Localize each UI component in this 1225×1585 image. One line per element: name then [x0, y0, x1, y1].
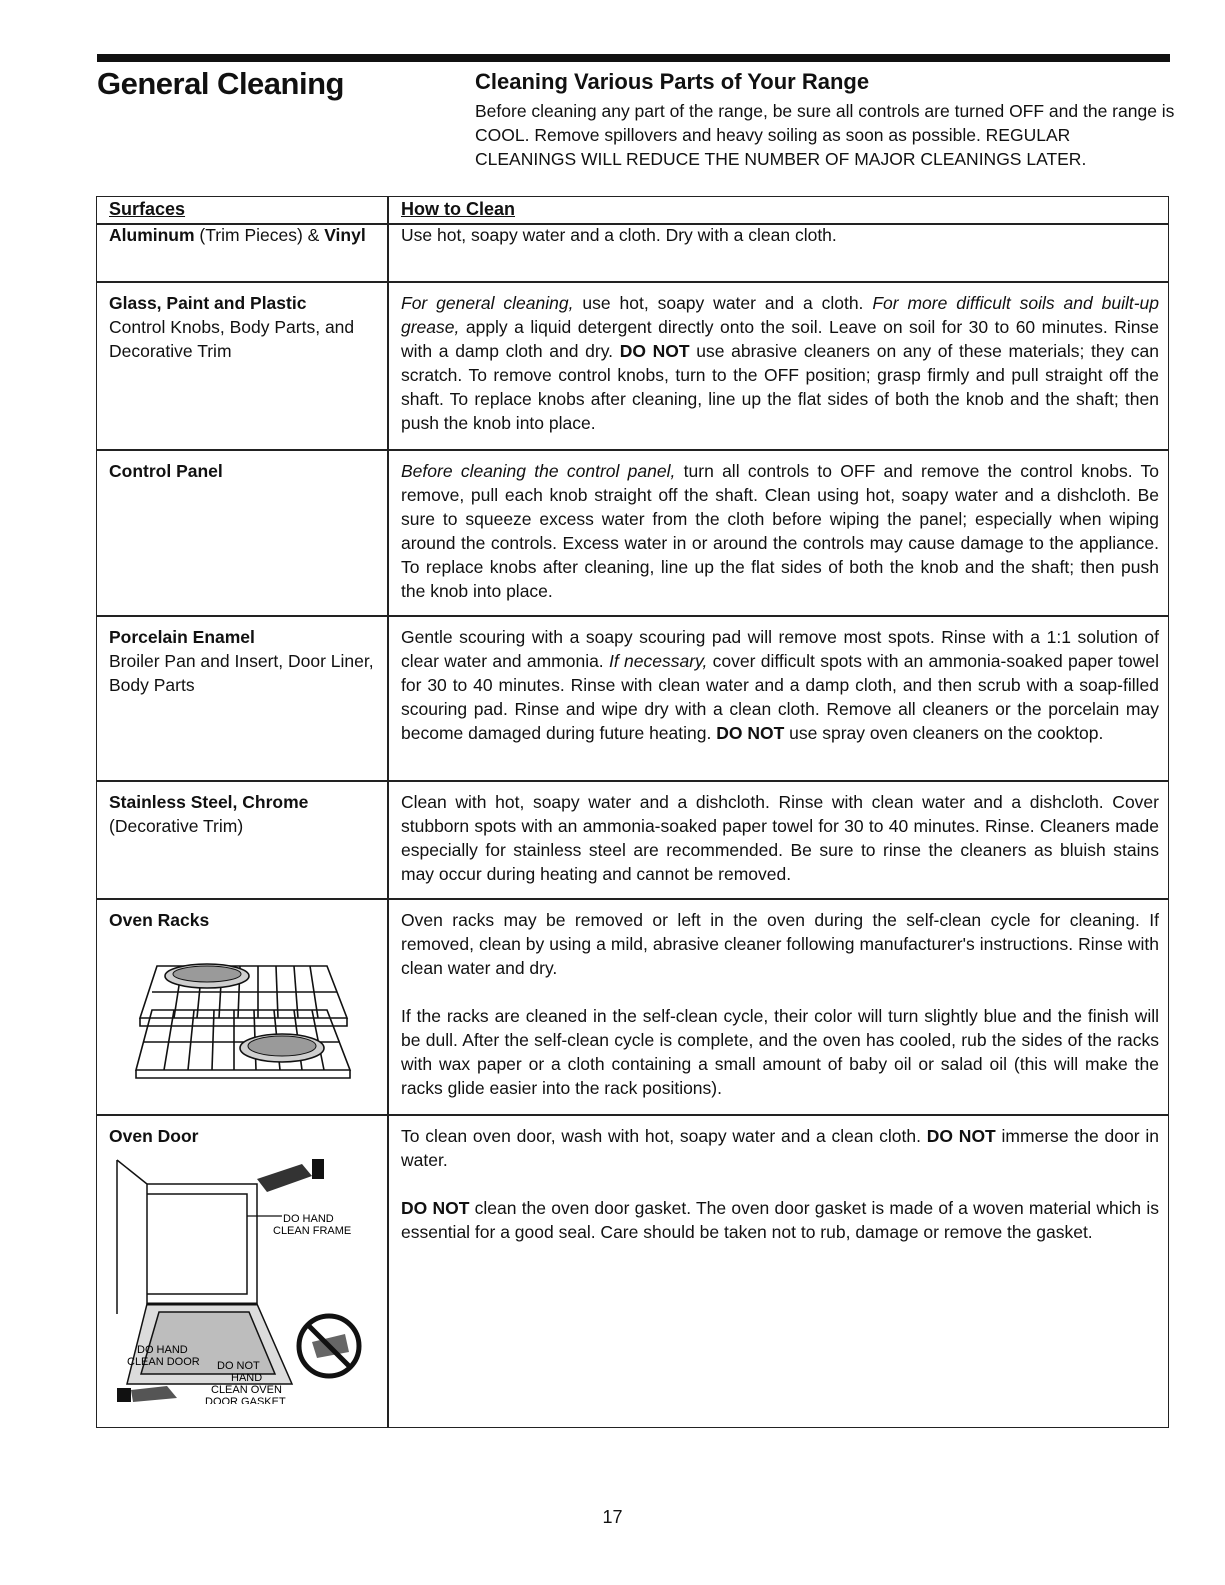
- prohibited-icon: [299, 1316, 359, 1376]
- row-divider: [97, 898, 1168, 900]
- how-cell: To clean oven door, wash with hot, soapy water and a clean cloth. DO NOT immerse the door in water. DO NOT clean the oven door gasket. The oven door gasket is made of a woven material which is essential for a good seal. Care should be taken not to rub, damage or remove the gasket.: [401, 1126, 1159, 1242]
- how-cell: Gentle scouring with a soapy scouring pad will remove most spots. Rinse with a 1:1 solution of clear water and ammonia. If necessary, cover difficult spots with an ammonia-soaked paper towel for 30 to 40 minutes. Rinse with clean water and a damp cloth, and then scrub with a soap-filled scouring pad. Rinse and wipe dry with a clean cloth. Remove all cleaners or the porcelain may become damaged during future heating. DO NOT use spray oven cleaners on the cooktop.: [401, 627, 1159, 743]
- gasket-label-2: HAND: [231, 1372, 263, 1384]
- surfaces-header: Surfaces: [109, 199, 186, 219]
- how-cell: Clean with hot, soapy water and a dishcloth. Rinse with clean water and a dishcloth. Cover stubborn spots with an ammonia-soaked paper towel for 30 to 40 minutes. Rinse. Cleaners made especially for stainless steel are recommended. Be sure to rinse the cleaners as bluish stains may occur during heating and cannot be removed.: [401, 792, 1159, 884]
- surface-cell: Oven Door: [109, 1126, 199, 1146]
- row-divider: [97, 615, 1168, 617]
- surface-cell: Stainless Steel, Chrome (Decorative Trim): [109, 792, 309, 836]
- gasket-label-3: CLEAN OVEN: [211, 1384, 282, 1396]
- top-rule: [97, 54, 1170, 62]
- row-divider: [97, 449, 1168, 451]
- row-divider: [97, 1114, 1168, 1116]
- how-cell: Before cleaning the control panel, turn all controls to OFF and remove the control knobs. To remove, pull each knob straight off the shaft. Clean using hot, soapy water and a dishcloth. Be sure to squeeze excess water from the cloth before wiping the panel; especially when wiping around the controls. Excess water in or around the controls may cause damage to the appliance. To replace knobs after cleaning, line up the flat sides of both the knob and the shaft; then push the knob into place.: [401, 461, 1160, 601]
- hand-clean-door-icon: [117, 1386, 177, 1402]
- gasket-label-4: DOOR GASKET: [205, 1396, 286, 1404]
- surface-cell: Control Panel: [109, 461, 223, 481]
- section-title: General Cleaning: [97, 66, 344, 101]
- how-cell: For general cleaning, use hot, soapy water and a cloth. For more difficult soils and built-up grease, apply a liquid detergent directly onto the soil. Leave on soil for 30 to 60 minutes. Rinse with a damp cloth and dry. DO NOT use abrasive cleaners on any of these materials; they can scratch. To remove control knobs, turn to the OFF position; grasp firmly and pull straight off the shaft. To replace knobs after cleaning, line up the flat sides of both the knob and the shaft; then push the knob into place.: [401, 293, 1160, 433]
- sub-title: Cleaning Various Parts of Your Range: [475, 69, 870, 94]
- column-divider: [387, 197, 389, 1427]
- row-divider: [97, 780, 1168, 782]
- frame-label-2: CLEAN FRAME: [273, 1225, 352, 1237]
- oven-door-illustration: [107, 1154, 377, 1404]
- surface-cell: Aluminum (Trim Pieces) & Vinyl: [109, 225, 366, 245]
- how-to-clean-header: How to Clean: [401, 199, 516, 219]
- row-divider: [97, 281, 1168, 283]
- intro-paragraph: Before cleaning any part of the range, be sure all controls are turned OFF and the range is COOL. Remove spillovers and heavy soiling as soon as possible. REGULAR CLEANINGS WILL REDUCE THE NUMBER OF MAJOR CLEANINGS LATER.: [475, 101, 1175, 169]
- cleaning-table: [96, 196, 1169, 1428]
- surface-cell: Glass, Paint and Plastic Control Knobs, Body Parts, and Decorative Trim: [109, 293, 355, 361]
- page-number: 17: [602, 1507, 623, 1527]
- door-label-1: DO HAND: [137, 1344, 188, 1356]
- surface-cell: Porcelain Enamel Broiler Pan and Insert, Door Liner, Body Parts: [109, 627, 374, 695]
- gasket-label-1: DO NOT: [217, 1360, 260, 1372]
- how-cell: Use hot, soapy water and a cloth. Dry with a clean cloth.: [401, 225, 837, 245]
- surface-cell: Oven Racks: [109, 910, 210, 930]
- how-cell: Oven racks may be removed or left in the oven during the self-clean cycle for cleaning. If removed, clean by using a mild, abrasive cleaner following manufacturer's instructions. Rinse with clean water and dry. If the racks are cleaned in the self-clean cycle, their color will turn slightly blue and the finish will be dull. After the self-clean cycle is complete, and the oven has cooled, rub the sides of the racks with wax paper or a cloth containing a small amount of baby oil or salad oil (this will make the racks glide easier into the rack positions).: [401, 910, 1159, 1098]
- oven-racks-illustration: [122, 958, 357, 1088]
- frame-label-1: DO HAND: [283, 1213, 334, 1225]
- hand-clean-frame-icon: [247, 1159, 324, 1216]
- door-label-2: CLEAN DOOR: [127, 1356, 200, 1368]
